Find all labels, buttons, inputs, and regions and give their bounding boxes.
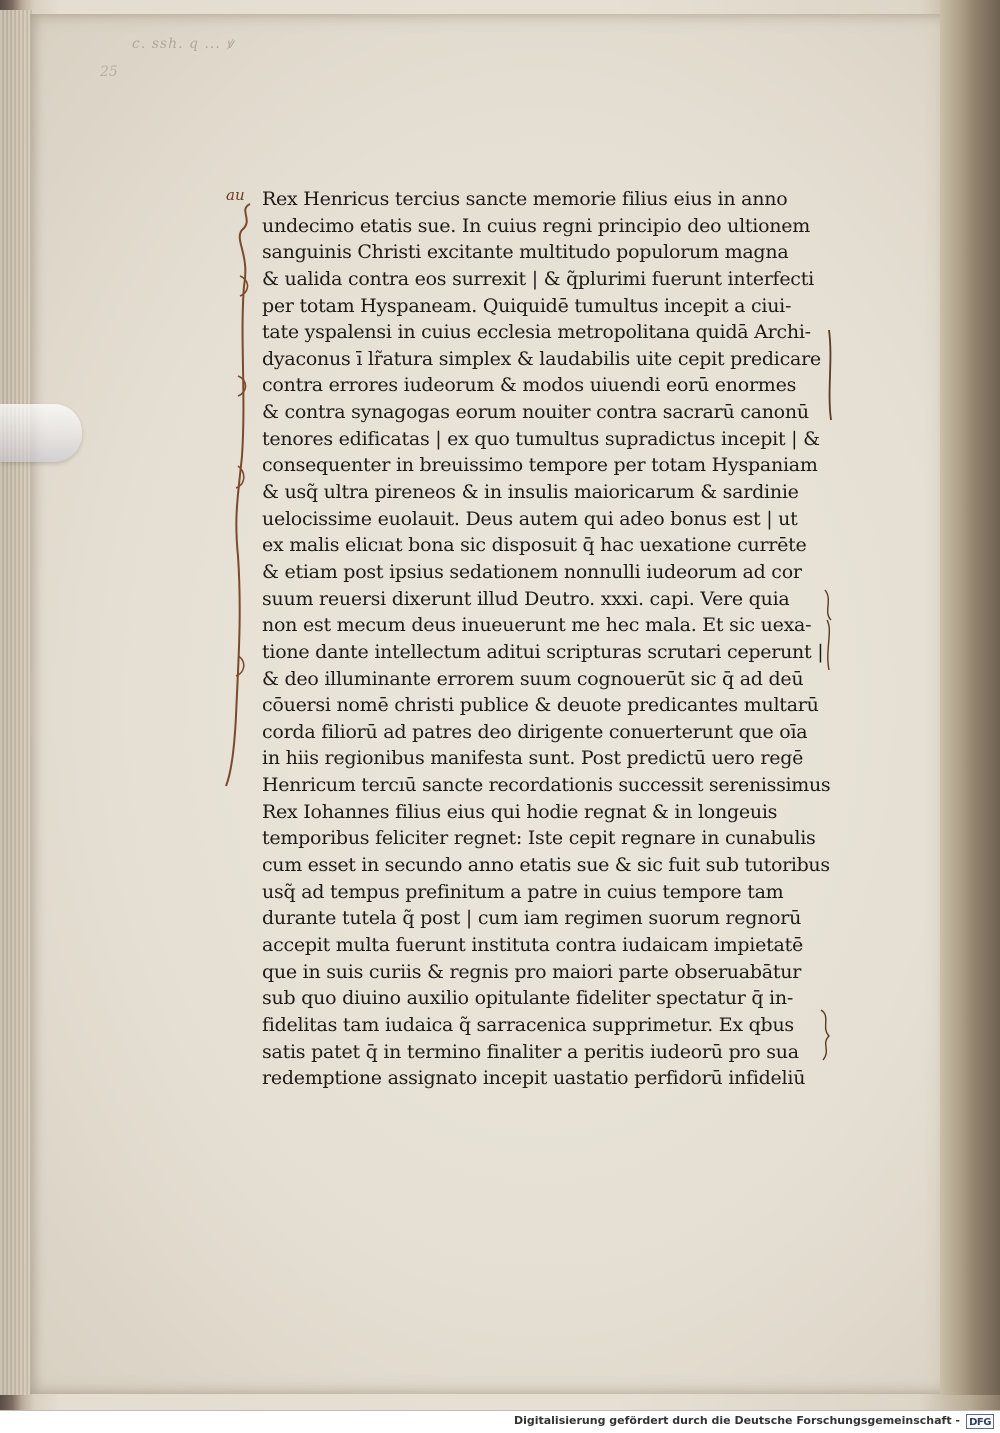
text-line: consequenter in breuissimo tempore per totam Hyspaniam <box>262 454 818 477</box>
margin-bracket-mark <box>224 196 264 796</box>
text-line: & usq̃ ultra pireneos & in insulis maioricarum & sardinie <box>262 481 799 504</box>
stacked-page-edges <box>0 10 34 1395</box>
pencil-page-number: 25 <box>100 64 118 80</box>
text-line: & contra synagogas eorum nouiter contra sacrarū canonū <box>262 401 809 424</box>
text-line: satis patet q̄ in termino finaliter a peritis iudeorū pro sua <box>262 1040 799 1063</box>
text-line: ex malis elicıat bona sic disposuit q̄ hac uexatione currēte <box>262 534 807 557</box>
dfg-logo-icon: DFG <box>966 1414 994 1429</box>
text-line: cōuersi nomē christi publice & deuote predicantes multarū <box>262 694 819 717</box>
text-line: non est mecum deus inueuerunt me hec mala. Et sic uexa- <box>262 614 812 637</box>
text-line: temporibus feliciter regnet: Iste cepit regnare in cunabulis <box>262 827 816 850</box>
funding-notice: Digitalisierung gefördert durch die Deutsche Forschungsgemeinschaft - <box>513 1414 960 1427</box>
text-line: tenores edificatas | ex quo tumultus supradictus incepit | & <box>262 427 820 450</box>
text-line: Rex Iohannes filius eius qui hodie regnat & in longeuis <box>262 800 778 823</box>
text-line: dyaconus ī lr̃atura simplex & laudabilis uite cepit predicare <box>262 347 821 370</box>
text-line: accepit multa fuerunt instituta contra iudaicam impietatē <box>262 933 803 956</box>
text-block <box>262 186 830 1092</box>
rubric-margin-note: au <box>226 186 245 204</box>
text-line: in hiis regionibus manifesta sunt. Post predictū uero regē <box>262 747 804 770</box>
text-line: que in suis curiis & regnis pro maiori parte obseruabātur <box>262 960 802 983</box>
page-clip <box>0 404 82 462</box>
text-line: usq̃ ad tempus prefinitum a patre in cuius tempore tam <box>262 880 784 903</box>
digitization-banner <box>0 1410 1000 1433</box>
text-line: suum reuersi dixerunt illud Deutro. xxxi. capi. Vere quia <box>262 587 790 610</box>
text-line: durante tutela q̃ post | cum iam regimen suorum regnorū <box>262 907 802 930</box>
text-line: fidelitas tam iudaica q̃ sarracenica supprimetur. Ex qbus <box>262 1013 794 1036</box>
text-line: Henricum tercıū sancte recordationis successit serenissimus <box>262 774 830 797</box>
text-line: uelocissime euolauit. Deus autem qui adeo bonus est | ut <box>262 507 798 530</box>
text-line: & etiam post ipsius sedationem nonnulli iudeorum ad cor <box>262 560 802 583</box>
text-line: sanguinis Christi excitante multitudo populorum magna <box>262 241 789 264</box>
text-line: cum esset in secundo anno etatis sue & sic fuit sub tutoribus <box>262 854 830 877</box>
text-line: sub quo diuino auxilio opitulante fideliter spectatur q̄ in- <box>262 987 794 1010</box>
text-line: & ualida contra eos surrexit | & q̃plurimi fuerunt interfecti <box>262 267 814 290</box>
book-gutter <box>940 0 1000 1395</box>
text-line: per totam Hyspaneam. Quiquidē tumultus incepit a ciui- <box>262 294 792 317</box>
pencil-annotation: c. ssh. q ... ꝟ <box>132 36 235 52</box>
text-line: contra errores iudeorum & modos uiuendi eorū enormes <box>262 374 797 397</box>
text-line: tione dante intellectum aditui scripturas scrutari ceperunt | <box>262 640 824 663</box>
text-line: corda filiorū ad patres deo dirigente conuerterunt que oīa <box>262 720 808 743</box>
text-line: Rex Henricus tercius sancte memorie filius eius in anno <box>262 188 788 210</box>
text-line: tate yspalensi in cuius ecclesia metropolitana quidā Archi- <box>262 321 811 344</box>
text-line: undecimo etatis sue. In cuius regni principio deo ultionem <box>262 214 811 237</box>
text-line: redemptione assignato incepit uastatio perfidorū infideliū <box>262 1067 806 1090</box>
text-line: & deo illuminante errorem suum cognouerūt sic q̄ ad deū <box>262 667 804 690</box>
